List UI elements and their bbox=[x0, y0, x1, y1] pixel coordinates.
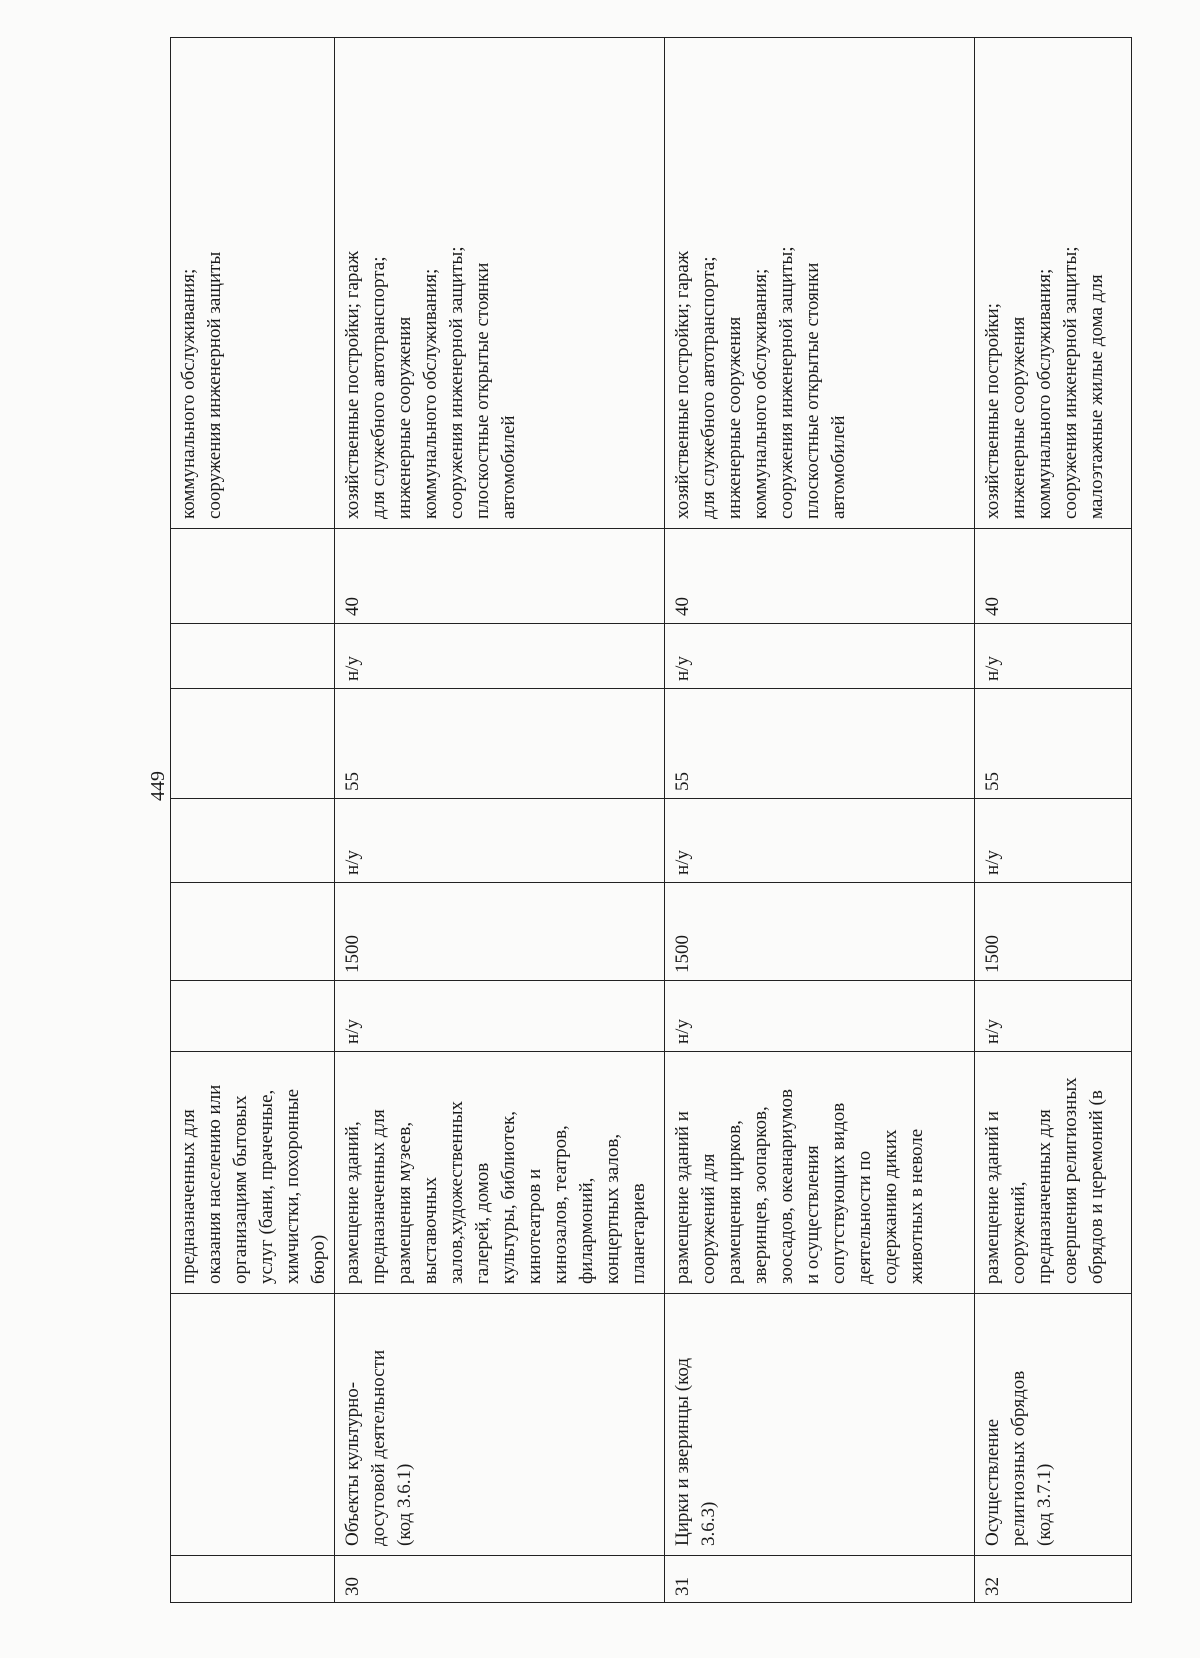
land-use-table bbox=[170, 37, 1132, 1603]
param-cell: н/у bbox=[975, 624, 1132, 689]
table-row bbox=[975, 38, 1132, 1603]
auxiliary-uses-cell: хозяйственные постройки; гараж для служебного автотранспорта; инженерные сооружения коммунального обслуживания; сооружения инженерной защиты; плоскостные открытые стоянки автомобилей bbox=[665, 38, 975, 529]
param-cell: 1500 bbox=[335, 883, 665, 981]
param-cell bbox=[171, 883, 335, 981]
use-description-cell: размещение зданий и сооружений, предназначенных для совершения религиозных обрядов и церемоний (в bbox=[975, 1052, 1132, 1294]
param-cell: 40 bbox=[665, 529, 975, 624]
use-description-cell: размещение зданий и сооружений для размещения цирков, зверинцев, зоопарков, зоосадов, океанариумов и осуществления сопутствующих видов деятельности по содержанию диких животных в неволе bbox=[665, 1052, 975, 1294]
param-cell: н/у bbox=[665, 624, 975, 689]
row-number-cell: 31 bbox=[665, 1556, 975, 1603]
row-number-cell: 32 bbox=[975, 1556, 1132, 1603]
use-description-cell: предназначенных для оказания населению или организациям бытовых услуг (бани, прачечные, химчистки, похоронные бюро) bbox=[171, 1052, 335, 1294]
param-cell: н/у bbox=[335, 981, 665, 1052]
param-cell: 1500 bbox=[975, 883, 1132, 981]
param-cell bbox=[171, 981, 335, 1052]
table-row bbox=[171, 38, 335, 1603]
table-row bbox=[665, 38, 975, 1603]
use-name-cell: Осуществление религиозных обрядов (код 3.7.1) bbox=[975, 1294, 1132, 1556]
row-number-cell: 30 bbox=[335, 1556, 665, 1603]
row-number-cell bbox=[171, 1556, 335, 1603]
use-name-cell bbox=[171, 1294, 335, 1556]
param-cell bbox=[171, 689, 335, 799]
use-description-cell: размещение зданий, предназначенных для размещения музеев, выставочных залов,художественных галерей, домов культуры, библиотек, кинотеатров и кинозалов, театров, филармоний, концертных залов, планетариев bbox=[335, 1052, 665, 1294]
param-cell bbox=[171, 624, 335, 689]
param-cell: н/у bbox=[665, 799, 975, 883]
param-cell: н/у bbox=[975, 799, 1132, 883]
use-name-cell: Объекты культурно- досуговой деятельности (код 3.6.1) bbox=[335, 1294, 665, 1556]
param-cell: 40 bbox=[335, 529, 665, 624]
param-cell: 40 bbox=[975, 529, 1132, 624]
table-row bbox=[335, 38, 665, 1603]
auxiliary-uses-cell: коммунального обслуживания; сооружения инженерной защиты bbox=[171, 38, 335, 529]
page-number: 449 bbox=[147, 771, 169, 801]
param-cell: н/у bbox=[665, 981, 975, 1052]
param-cell: н/у bbox=[335, 624, 665, 689]
param-cell: 55 bbox=[335, 689, 665, 799]
auxiliary-uses-cell: хозяйственные постройки; гараж для служебного автотранспорта; инженерные сооружения коммунального обслуживания; сооружения инженерной защиты; плоскостные открытые стоянки автомобилей bbox=[335, 38, 665, 529]
param-cell bbox=[171, 799, 335, 883]
param-cell: 1500 bbox=[665, 883, 975, 981]
param-cell: 55 bbox=[975, 689, 1132, 799]
param-cell: н/у bbox=[335, 799, 665, 883]
param-cell bbox=[171, 529, 335, 624]
param-cell: н/у bbox=[975, 981, 1132, 1052]
auxiliary-uses-cell: хозяйственные постройки; инженерные сооружения коммунального обслуживания; сооружения инженерной защиты; малоэтажные жилые дома для bbox=[975, 38, 1132, 529]
use-name-cell: Цирки и зверинцы (код 3.6.3) bbox=[665, 1294, 975, 1556]
param-cell: 55 bbox=[665, 689, 975, 799]
